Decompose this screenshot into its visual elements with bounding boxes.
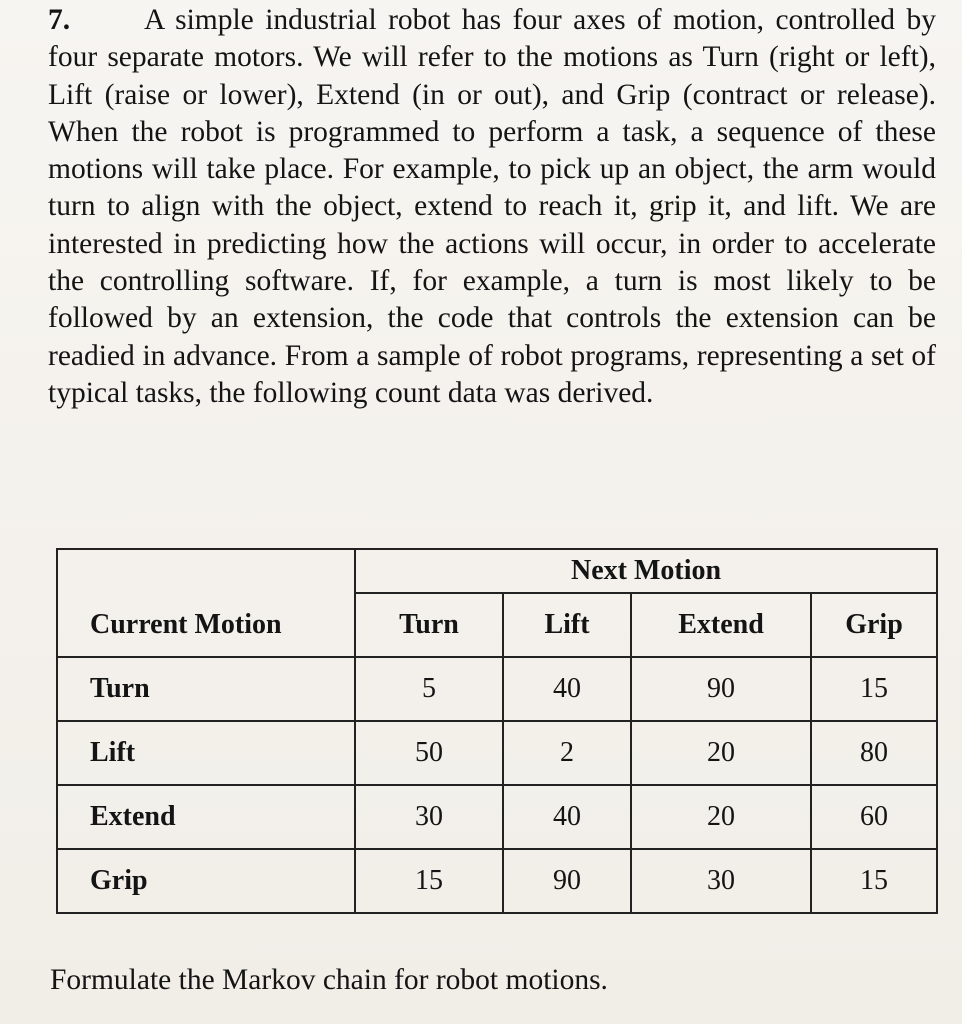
table-cell: 15	[811, 657, 937, 721]
table-cell: 30	[355, 785, 503, 849]
row-label-grip: Grip	[57, 849, 355, 913]
table-cell: 30	[631, 849, 811, 913]
column-header-lift: Lift	[503, 593, 631, 657]
table-cell: 5	[355, 657, 503, 721]
table-cell: 80	[811, 721, 937, 785]
table-cell: 15	[811, 849, 937, 913]
table-cell: 2	[503, 721, 631, 785]
table-row	[57, 657, 937, 721]
table-corner-cell	[57, 549, 355, 593]
table-header-row	[57, 593, 937, 657]
table-cell: 40	[503, 785, 631, 849]
table-cell: 60	[811, 785, 937, 849]
table-row	[57, 849, 937, 913]
table-cell: 90	[503, 849, 631, 913]
table-cell: 40	[503, 657, 631, 721]
row-label-extend: Extend	[57, 785, 355, 849]
row-label-turn: Turn	[57, 657, 355, 721]
table-cell: 15	[355, 849, 503, 913]
table-cell: 90	[631, 657, 811, 721]
column-header-grip: Grip	[811, 593, 937, 657]
column-header-turn: Turn	[355, 593, 503, 657]
row-label-lift: Lift	[57, 721, 355, 785]
table-row	[57, 785, 937, 849]
problem-text: A simple industrial robot has four axes of motion, controlled by four separate motors. We will refer to the motions as Turn (right or left), Lift (raise or lower), Extend (in or out), and Grip (contract or release). When the robot is programmed to perform a task, a sequence of these motions will take place. For example, to pick up an object, the arm would turn to align with the object, extend to reach it, grip it, and lift. We are interested in predicting how the actions will occur, in order to accelerate the controlling software. If, for example, a turn is most likely to be followed by an extension, the code that controls the extension can be readied in advance. From a sample of robot programs, representing a set of typical tasks, the following count data was derived.	[48, 4, 936, 409]
problem-statement	[48, 2, 936, 412]
table-super-header-row	[57, 549, 937, 593]
column-header-extend: Extend	[631, 593, 811, 657]
count-data-table	[56, 548, 936, 914]
table-cell: 20	[631, 785, 811, 849]
next-motion-header: Next Motion	[355, 549, 937, 593]
question-text: Formulate the Markov chain for robot motions.	[50, 964, 608, 996]
table-cell: 50	[355, 721, 503, 785]
problem-number: 7.	[48, 4, 71, 36]
table-cell: 20	[631, 721, 811, 785]
current-motion-header: Current Motion	[57, 593, 355, 657]
table-row	[57, 721, 937, 785]
